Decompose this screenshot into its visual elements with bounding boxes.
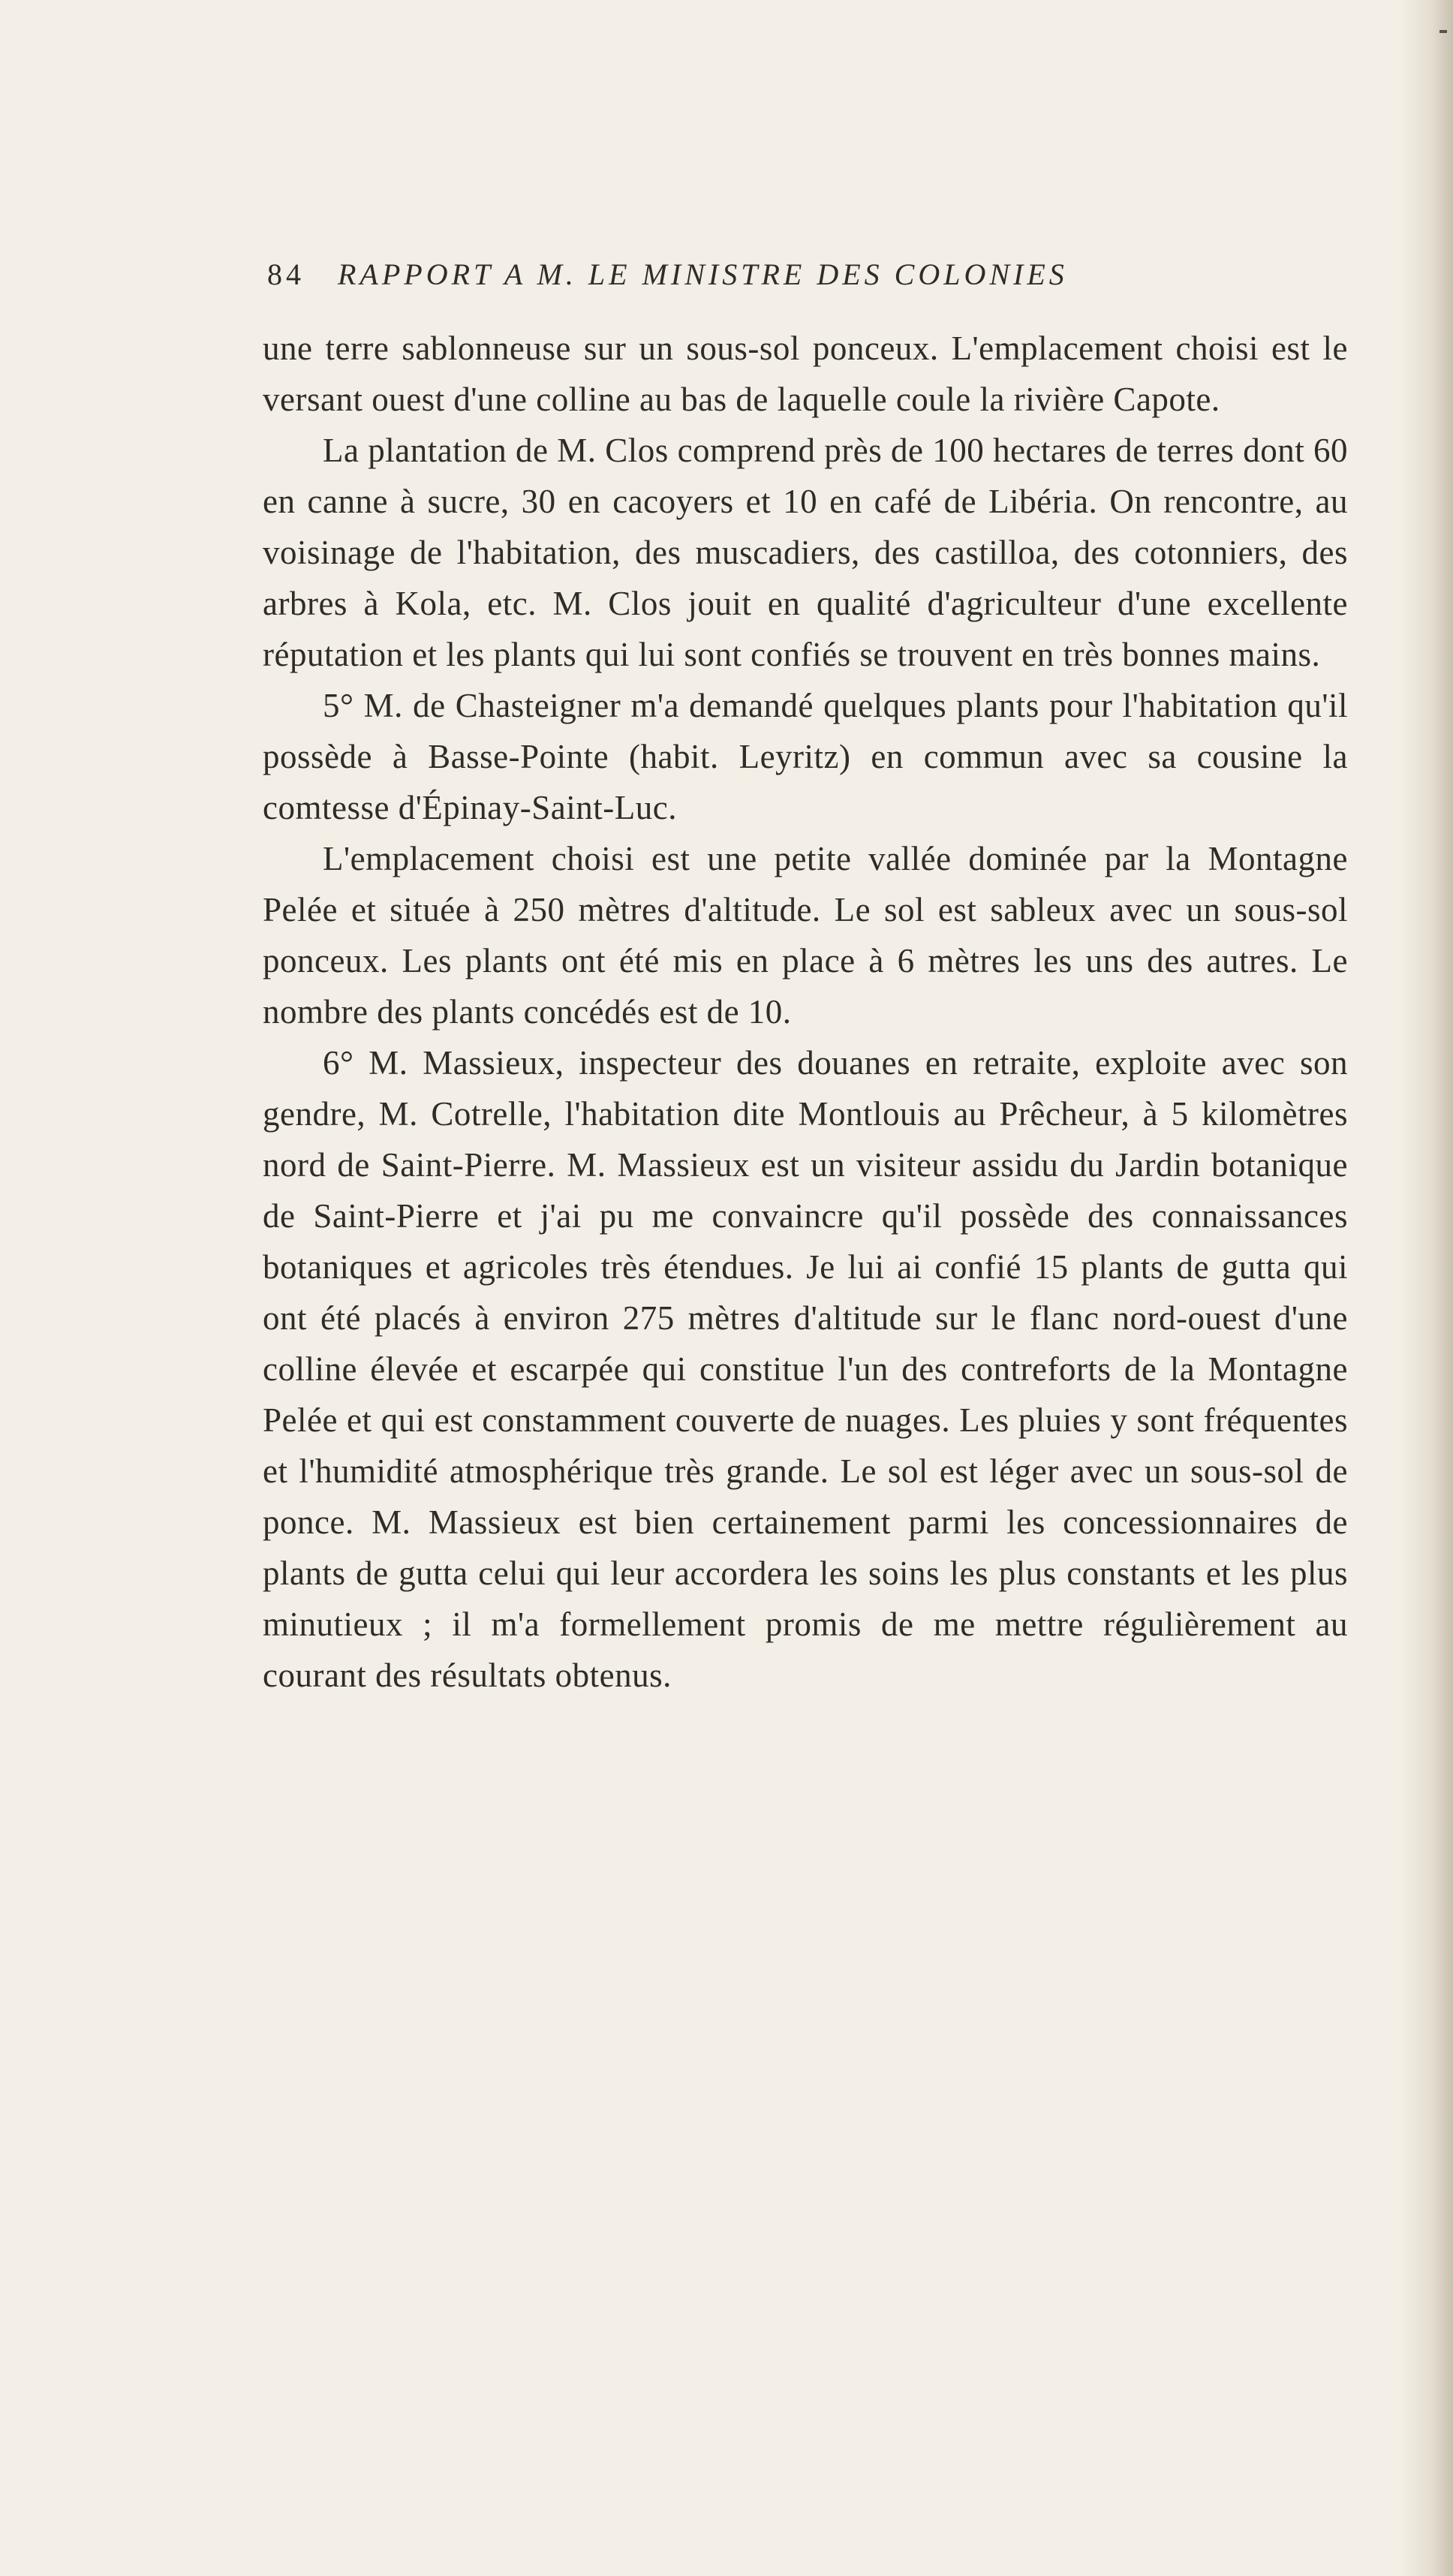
paragraph-massieux: 6° M. Massieux, inspecteur des douanes en retraite, exploite avec son gendre, M. Cotrelle, l'habitation dite Montlouis au Prêcheur, à 5 kilomètres nord de Saint-Pierre. M. Massieux est un visiteur assidu du Jardin botanique de Saint-Pierre et j'ai pu me convaincre qu'il possède des connaissances botaniques et agricoles très étendues. Je lui ai confié 15 plants de gutta qui ont été placés à environ 275 mètres d'altitude sur le flanc nord-ouest d'une colline élevée et escarpée qui constitue l'un des contreforts de la Montagne Pelée et qui est constamment couverte de nuages. Les pluies y sont fréquentes et l'humidité atmosphérique très grande. Le sol est léger avec un sous-sol de ponce. M. Massieux est bien certainement parmi les concessionnaires de plants de gutta celui qui leur accordera les soins les plus constants et les plus minutieux ; il m'a formellement promis de me mettre régulièrement au courant des résultats obtenus.: [263, 1044, 1348, 1694]
running-head: [267, 252, 1273, 297]
edge-mark: [1439, 30, 1447, 33]
body-text: [263, 323, 1348, 1701]
running-head-title: RAPPORT A M. LE MINISTRE DES COLONIES: [338, 257, 1068, 291]
paragraph-emplacement: L'emplacement choisi est une petite vallée dominée par la Montagne Pelée et située à 250 mètres d'altitude. Le sol est sableux avec un sous-sol ponceux. Les plants ont été mis en place à 6 mètres les uns des autres. Le nombre des plants concédés est de 10.: [263, 840, 1348, 1031]
paragraph-chasteigner: 5° M. de Chasteigner m'a demandé quelques plants pour l'habitation qu'il possède à Basse-Pointe (habit. Leyritz) en commun avec sa cousine la comtesse d'Épinay-Saint-Luc.: [263, 687, 1348, 826]
page-number: 84: [267, 257, 305, 291]
paragraph-continued: une terre sablonneuse sur un sous-sol ponceux. L'emplacement choisi est le versant ouest d'une colline au bas de laquelle coule la rivière Capote.: [263, 330, 1348, 418]
paragraph-clos-plantation: La plantation de M. Clos comprend près de 100 hectares de terres dont 60 en canne à sucre, 30 en cacoyers et 10 en café de Libéria. On rencontre, au voisinage de l'habitation, des muscadiers, des castilloa, des cotonniers, des arbres à Kola, etc. M. Clos jouit en qualité d'agriculteur d'une excellente réputation et les plants qui lui sont confiés se trouvent en très bonnes mains.: [263, 432, 1348, 673]
page-edge-shadow: [1400, 0, 1453, 2576]
